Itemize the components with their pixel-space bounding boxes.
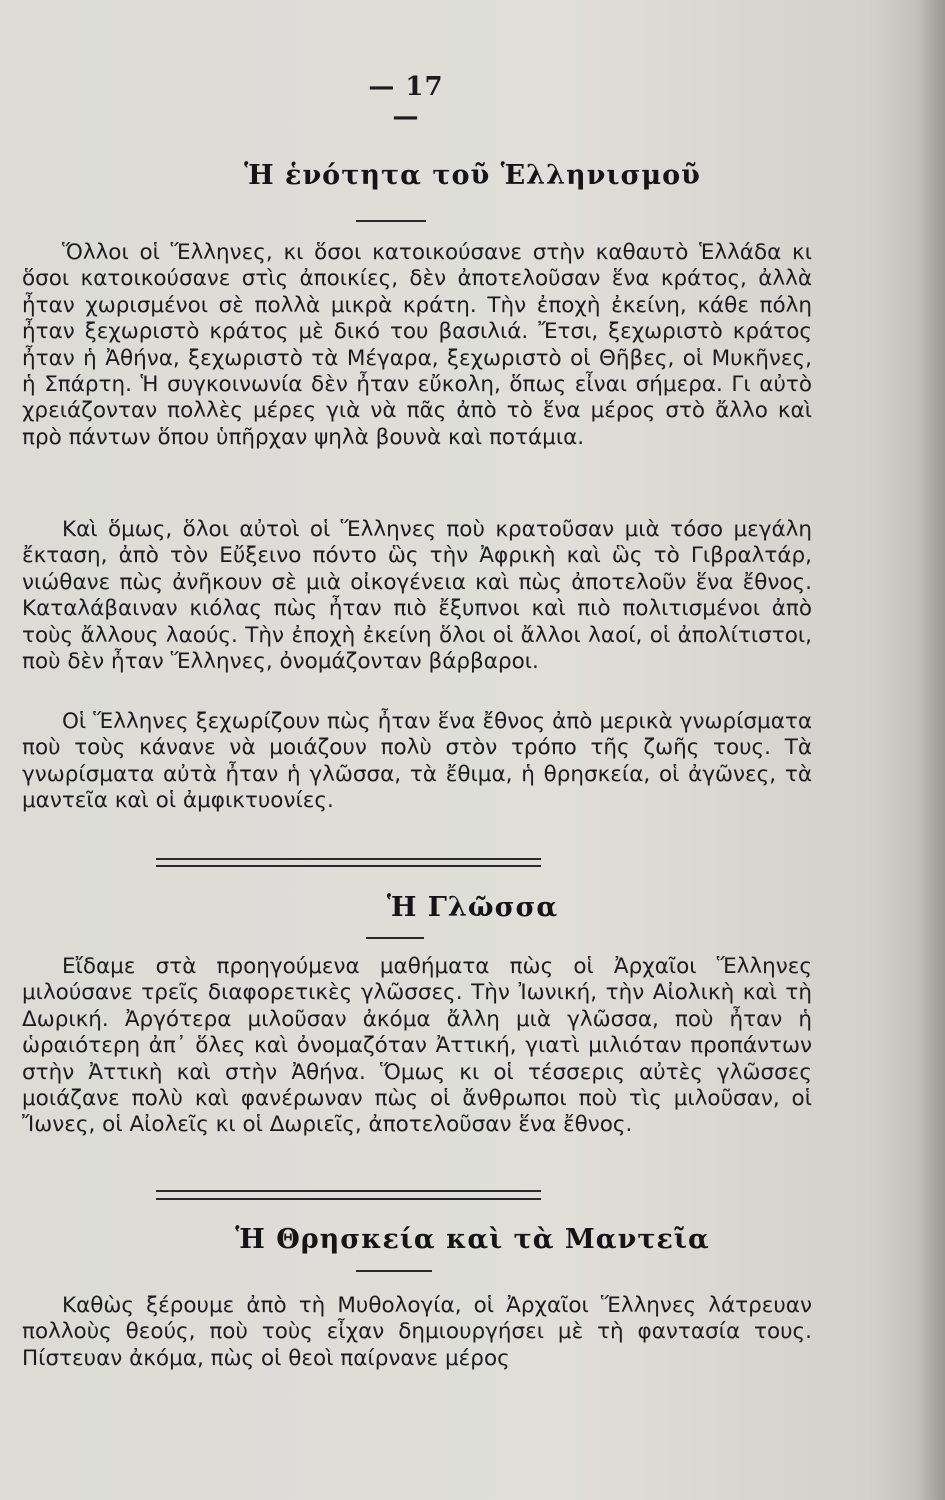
paragraph-language: Εἴδαμε στὰ προηγούμενα μαθήματα πὼς οἱ Ἀρχαῖοι Ἕλληνες μιλούσανε τρεῖς διαφορετικὲς γλῶσσες. Τὴν Ἰωνική, τὴν Αἰολικὴ καὶ τὴ Δωρική. Ἀργότερα μιλοῦσαν ἀκόμα ἄλλη μιὰ γλῶσσα, ποὺ ἦταν ἡ ὡραιότερη ἀπ᾽ ὅλες καὶ ὀνομαζόταν Ἀττική, γιατὶ μιλιόταν προπάντων στὴν Ἀττικὴ καὶ στὴν Ἀθήνα. Ὅμως κι οἱ τέσσερις αὐτὲς γλῶσσες μοιάζανε πολὺ καὶ φανέρωναν πὼς οἱ ἄνθρωποι ποὺ τὶς μιλοῦσαν, οἱ Ἴωνες, οἱ Αἰολεῖς κι οἱ Δωριεῖς, ἀποτελοῦσαν ἕνα ἔθνος. [22,954,812,1138]
paragraph-unity-2: Καὶ ὅμως, ὅλοι αὐτοὶ οἱ Ἕλληνες ποὺ κρατοῦσαν μιὰ τόσο μεγάλη ἔκταση, ἀπὸ τὸν Εὔξεινο πόντο ὣς τὴν Ἀφρικὴ καὶ ὣς τὸ Γιβραλτάρ, νιώθανε πὼς ἀνῆκουν σὲ μιὰ οἰκογένεια καὶ πὼς ἀποτελοῦν ἕνα ἔθνος. Καταλάβαιναν κιόλας πὼς ἦταν πιὸ ἔξυπνοι καὶ πιὸ πολιτισμένοι ἀπὸ τοὺς ἄλλους λαούς. Τὴν ἐποχὴ ἐκείνη ὅλοι οἱ ἄλλοι λαοί, οἱ ἀπολίτιστοι, ποὺ δὲν ἦταν Ἕλληνες, ὀνομάζονταν βάρβαροι. [22,517,812,675]
section-divider-bottom [156,865,541,867]
section-title-unity: Ἡ ἑνότητα τοῦ Ἑλληνισμοῦ [244,160,701,191]
title-underline [356,1270,432,1272]
page-gutter-shadow [917,0,945,1500]
section-divider-top [156,1190,541,1192]
section-divider-top [156,858,541,860]
paragraph-unity-1: Ὅλλοι οἱ Ἕλληνες, κι ὅσοι κατοικούσανε στὴν καθαυτὸ Ἑλλάδα κι ὅσοι κατοικούσανε στὶς ἀποικίες, δὲν ἀποτελοῦσαν ἕνα κράτος, ἀλλὰ ἦταν χωρισμένοι σὲ πολλὰ μικρὰ κράτη. Τὴν ἐποχὴ ἐκείνη, κάθε πόλη ἦταν ξεχωριστὸ κράτος μὲ δικό του βασιλιά. Ἔτσι, ξεχωριστὸ κράτος ἦταν ἡ Ἀθήνα, ξεχωριστὸ τὰ Μέγαρα, ξεχωριστὸ οἱ Θῆβες, οἱ Μυκῆνες, ἡ Σπάρτη. Ἡ συγκοινωνία δὲν ἦταν εὔκολη, ὅπως εἶναι σήμερα. Γι αὐτὸ χρειάζονταν πολλὲς μέρες γιὰ νὰ πᾶς ἀπὸ τὸ ἕνα μέρος στὸ ἄλλο καὶ πρὸ πάντων ὅπου ὑπῆρχαν ψηλὰ βουνὰ καὶ ποτάμια. [22,240,812,450]
section-title-language: Ἡ Γλῶσσα [386,892,559,923]
section-title-religion: Ἡ Θρησκεία καὶ τὰ Μαντεῖα [235,1224,710,1255]
section-divider-bottom [156,1198,541,1200]
paragraph-unity-3: Οἱ Ἕλληνες ξεχωρίζουν πὼς ἦταν ἕνα ἔθνος ἀπὸ μερικὰ γνωρίσματα ποὺ τοὺς κάνανε νὰ μοιάζουν πολὺ στὸν τρόπο τῆς ζωῆς τους. Τὰ γνωρίσματα αὐτὰ ἦταν ἡ γλῶσσα, τὰ ἔθιμα, ἡ θρησκεία, οἱ ἀγῶνες, τὰ μαντεῖα καὶ οἱ ἀμφικτυονίες. [22,709,812,814]
page-number: — 17 — [368,72,444,132]
title-underline [356,220,426,222]
paragraph-religion: Καθὼς ξέρουμε ἀπὸ τὴ Μυθολογία, οἱ Ἀρχαῖοι Ἕλληνες λάτρευαν πολλοὺς θεούς, ποὺ τοὺς εἶχαν δημιουργήσει μὲ τὴ φαντασία τους. Πίστευαν ἀκόμα, πὼς οἱ θεοὶ παίρνανε μέρος [22,1293,812,1371]
title-underline [366,937,424,939]
